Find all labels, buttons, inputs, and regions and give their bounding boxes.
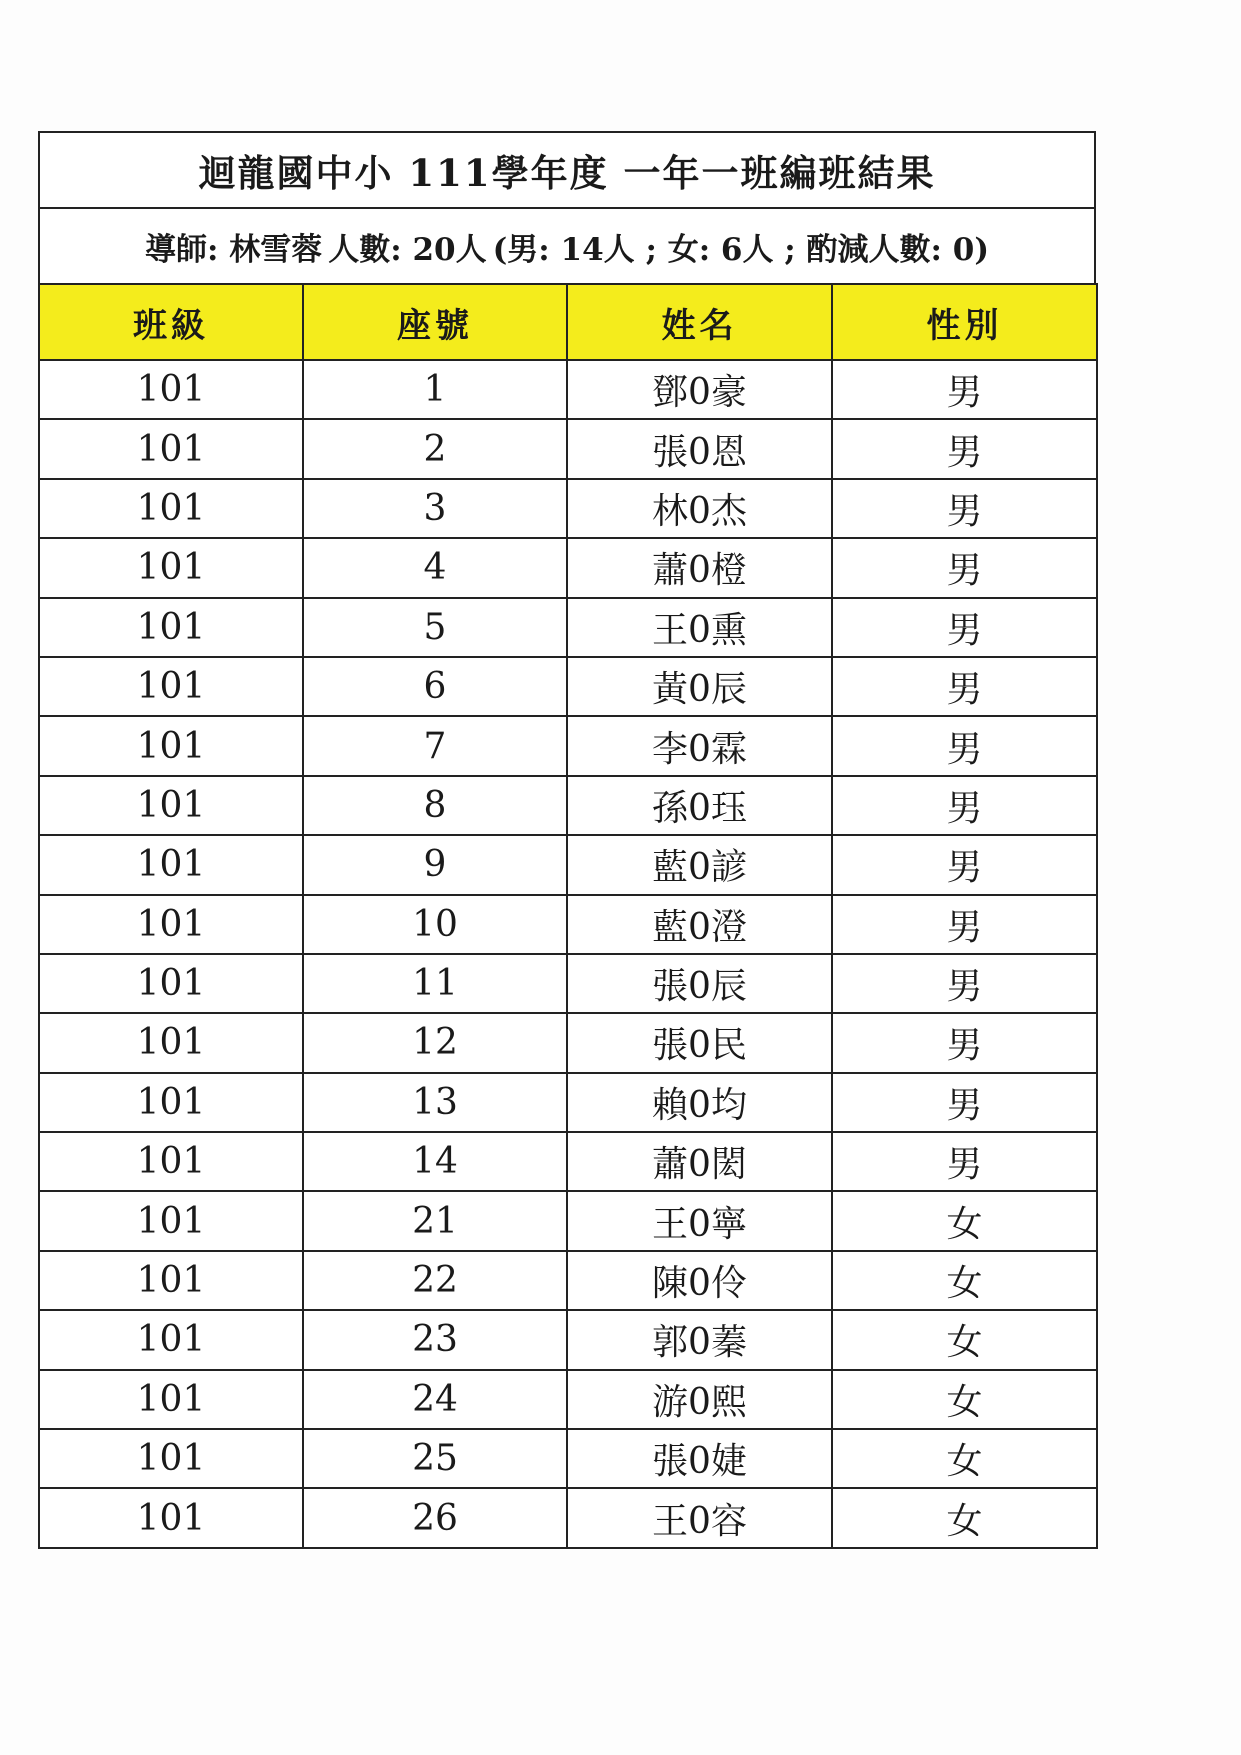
table-row bbox=[39, 360, 1097, 419]
cell-class: 101 bbox=[39, 1073, 303, 1132]
cell-seat: 9 bbox=[303, 835, 567, 894]
cell-name: 張0恩 bbox=[567, 419, 832, 478]
table-body bbox=[39, 360, 1097, 1548]
cell-seat: 24 bbox=[303, 1370, 567, 1429]
cell-name: 蕭0閎 bbox=[567, 1132, 832, 1191]
cell-gender: 男 bbox=[832, 657, 1097, 716]
table-row bbox=[39, 598, 1097, 657]
table-row bbox=[39, 479, 1097, 538]
table-row bbox=[39, 1191, 1097, 1250]
cell-gender: 男 bbox=[832, 776, 1097, 835]
cell-seat: 22 bbox=[303, 1251, 567, 1310]
student-count: 人數: 20人 bbox=[328, 231, 487, 268]
cell-name: 張0民 bbox=[567, 1013, 832, 1072]
cell-gender: 男 bbox=[832, 538, 1097, 597]
cell-seat: 4 bbox=[303, 538, 567, 597]
cell-class: 101 bbox=[39, 1370, 303, 1429]
cell-class: 101 bbox=[39, 954, 303, 1013]
cell-class: 101 bbox=[39, 716, 303, 775]
table-row bbox=[39, 419, 1097, 478]
cell-class: 101 bbox=[39, 1488, 303, 1547]
cell-class: 101 bbox=[39, 538, 303, 597]
table-row bbox=[39, 1370, 1097, 1429]
cell-name: 藍0諺 bbox=[567, 835, 832, 894]
cell-gender: 男 bbox=[832, 835, 1097, 894]
header-name: 姓名 bbox=[567, 284, 832, 360]
table-row bbox=[39, 835, 1097, 894]
cell-name: 藍0澄 bbox=[567, 895, 832, 954]
table-row bbox=[39, 954, 1097, 1013]
cell-name: 郭0蓁 bbox=[567, 1310, 832, 1369]
cell-gender: 女 bbox=[832, 1429, 1097, 1488]
cell-name: 黃0辰 bbox=[567, 657, 832, 716]
cell-name: 孫0珏 bbox=[567, 776, 832, 835]
cell-name: 林0杰 bbox=[567, 479, 832, 538]
table-row bbox=[39, 657, 1097, 716]
cell-gender: 男 bbox=[832, 598, 1097, 657]
cell-gender: 男 bbox=[832, 479, 1097, 538]
cell-gender: 男 bbox=[832, 895, 1097, 954]
table-row bbox=[39, 1310, 1097, 1369]
cell-class: 101 bbox=[39, 1429, 303, 1488]
cell-seat: 1 bbox=[303, 360, 567, 419]
cell-class: 101 bbox=[39, 1251, 303, 1310]
table-row bbox=[39, 1488, 1097, 1547]
cell-name: 陳0伶 bbox=[567, 1251, 832, 1310]
teacher-info: 導師: 林雪蓉 bbox=[144, 231, 323, 268]
cell-seat: 26 bbox=[303, 1488, 567, 1547]
cell-gender: 男 bbox=[832, 1132, 1097, 1191]
cell-gender: 女 bbox=[832, 1488, 1097, 1547]
cell-name: 王0容 bbox=[567, 1488, 832, 1547]
cell-name: 王0熏 bbox=[567, 598, 832, 657]
cell-seat: 5 bbox=[303, 598, 567, 657]
cell-gender: 男 bbox=[832, 716, 1097, 775]
cell-class: 101 bbox=[39, 657, 303, 716]
cell-seat: 21 bbox=[303, 1191, 567, 1250]
cell-class: 101 bbox=[39, 479, 303, 538]
table-row bbox=[39, 1429, 1097, 1488]
cell-seat: 25 bbox=[303, 1429, 567, 1488]
cell-class: 101 bbox=[39, 598, 303, 657]
gender-breakdown: (男: 14人 ; 女: 6人 ; 酌減人數: 0) bbox=[492, 231, 990, 268]
cell-class: 101 bbox=[39, 360, 303, 419]
table-header-row bbox=[39, 284, 1097, 360]
table-row bbox=[39, 1132, 1097, 1191]
cell-gender: 男 bbox=[832, 1013, 1097, 1072]
cell-gender: 女 bbox=[832, 1191, 1097, 1250]
cell-name: 李0霖 bbox=[567, 716, 832, 775]
cell-class: 101 bbox=[39, 1310, 303, 1369]
class-list-sheet bbox=[38, 131, 1096, 1549]
cell-name: 賴0均 bbox=[567, 1073, 832, 1132]
header-gender: 性別 bbox=[832, 284, 1097, 360]
document-title: 迴龍國中小 111學年度 一年一班編班結果 bbox=[38, 131, 1096, 207]
cell-gender: 女 bbox=[832, 1251, 1097, 1310]
cell-gender: 男 bbox=[832, 954, 1097, 1013]
cell-class: 101 bbox=[39, 1132, 303, 1191]
header-seat: 座號 bbox=[303, 284, 567, 360]
cell-name: 張0辰 bbox=[567, 954, 832, 1013]
cell-name: 游0熙 bbox=[567, 1370, 832, 1429]
cell-gender: 男 bbox=[832, 360, 1097, 419]
cell-seat: 13 bbox=[303, 1073, 567, 1132]
cell-seat: 8 bbox=[303, 776, 567, 835]
student-table bbox=[38, 283, 1098, 1549]
cell-gender: 女 bbox=[832, 1310, 1097, 1369]
table-row bbox=[39, 1073, 1097, 1132]
table-row bbox=[39, 1013, 1097, 1072]
cell-seat: 3 bbox=[303, 479, 567, 538]
table-row bbox=[39, 1251, 1097, 1310]
cell-seat: 12 bbox=[303, 1013, 567, 1072]
cell-class: 101 bbox=[39, 895, 303, 954]
cell-class: 101 bbox=[39, 419, 303, 478]
cell-seat: 23 bbox=[303, 1310, 567, 1369]
cell-class: 101 bbox=[39, 776, 303, 835]
table-row bbox=[39, 776, 1097, 835]
cell-seat: 14 bbox=[303, 1132, 567, 1191]
cell-gender: 女 bbox=[832, 1370, 1097, 1429]
table-row bbox=[39, 538, 1097, 597]
cell-seat: 6 bbox=[303, 657, 567, 716]
table-row bbox=[39, 895, 1097, 954]
cell-seat: 7 bbox=[303, 716, 567, 775]
cell-seat: 11 bbox=[303, 954, 567, 1013]
cell-gender: 男 bbox=[832, 419, 1097, 478]
cell-name: 張0婕 bbox=[567, 1429, 832, 1488]
header-class: 班級 bbox=[39, 284, 303, 360]
cell-name: 鄧0豪 bbox=[567, 360, 832, 419]
cell-gender: 男 bbox=[832, 1073, 1097, 1132]
cell-class: 101 bbox=[39, 1013, 303, 1072]
cell-name: 王0寧 bbox=[567, 1191, 832, 1250]
cell-seat: 2 bbox=[303, 419, 567, 478]
cell-class: 101 bbox=[39, 835, 303, 894]
cell-name: 蕭0橙 bbox=[567, 538, 832, 597]
cell-seat: 10 bbox=[303, 895, 567, 954]
table-row bbox=[39, 716, 1097, 775]
cell-class: 101 bbox=[39, 1191, 303, 1250]
class-info bbox=[38, 207, 1096, 283]
